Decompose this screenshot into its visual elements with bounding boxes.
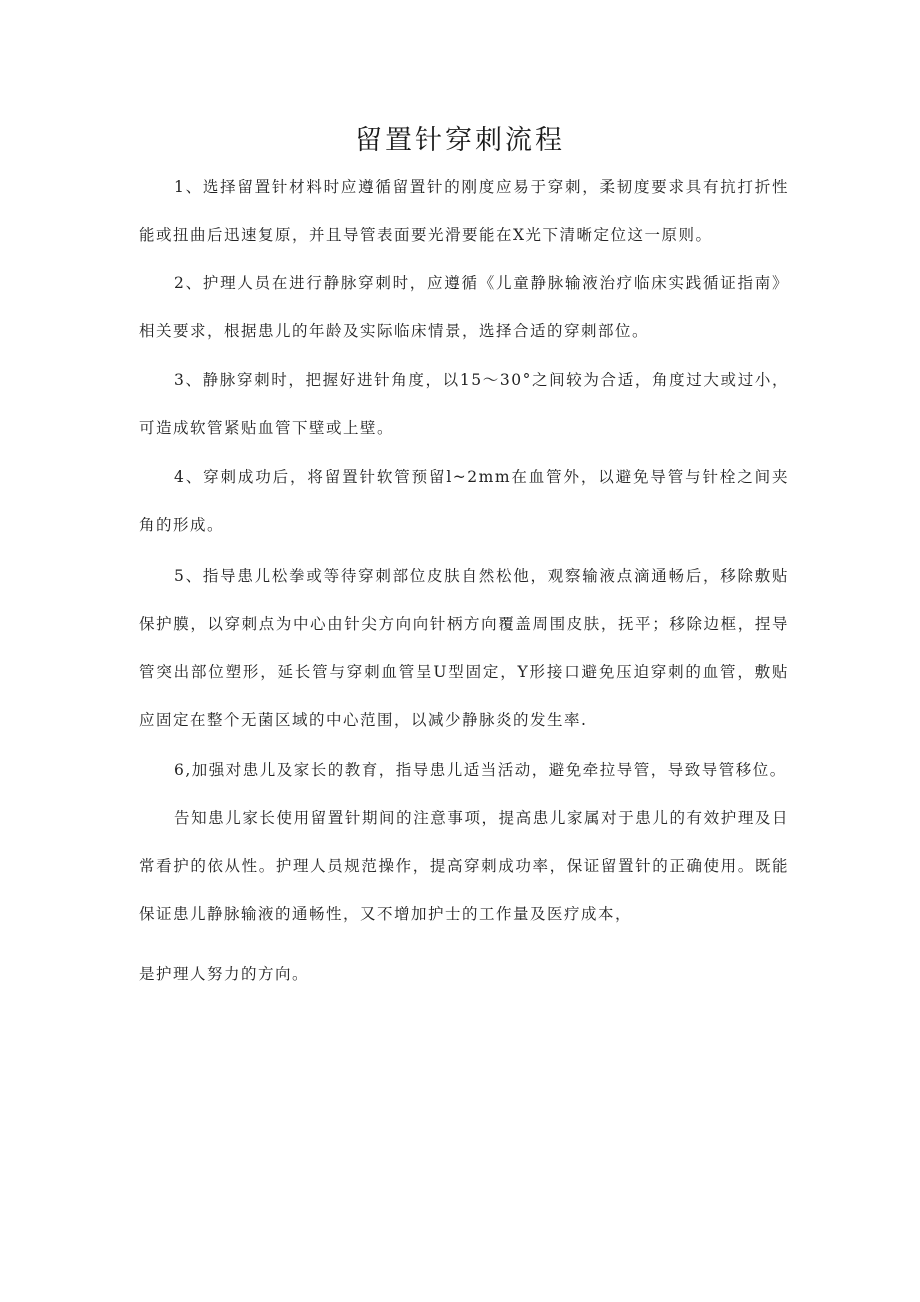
paragraph-2: 2、护理人员在进行静脉穿刺时，应遵循《儿童静脉输液治疗临床实践循证指南》相关要求，根据患儿的年龄及实际临床情景，选择合适的穿刺部位。 xyxy=(139,274,789,340)
paragraph-7: 告知患儿家长使用留置针期间的注意事项，提高患儿家属对于患儿的有效护理及日常看护的依从性。护理人员规范操作，提高穿刺成功率，保证留置针的正确使用。既能保证患儿静脉输液的通畅性，又不增加护士的工作量及医疗成本， xyxy=(139,809,789,923)
paragraph-6: 6,加强对患儿及家长的教育，指导患儿适当活动，避免牵拉导管，导致导管移位。 xyxy=(174,761,787,779)
paragraph-5: 5、指导患儿松拳或等待穿刺部位皮肤自然松他，观察输液点滴通畅后，移除敷贴保护膜，以穿刺点为中心由针尖方向向针柄方向覆盖周围皮肤，抚平；移除边框，捏导管突出部位塑形，延长管与穿刺血管呈U型固定，Y形接口避免压迫穿刺的血管，敷贴应固定在整个无菌区域的中心范围，以减少静脉炎的发生率. xyxy=(139,567,789,729)
document-title: 留置针穿刺流程 xyxy=(355,125,565,156)
paragraph-4: 4、穿刺成功后，将留置针软管预留l~2mm在血管外，以避免导管与针栓之间夹角的形成。 xyxy=(139,468,789,534)
paragraph-3: 3、静脉穿刺时，把握好进针角度，以15～30°之间较为合适，角度过大或过小，可造成软管紧贴血管下壁或上壁。 xyxy=(139,371,789,437)
closing-line: 是护理人努力的方向。 xyxy=(139,965,310,983)
paragraph-1: 1、选择留置针材料时应遵循留置针的刚度应易于穿刺，柔韧度要求具有抗打折性能或扭曲后迅速复原，并且导管表面要光滑要能在X光下清晰定位这一原则。 xyxy=(139,178,789,244)
